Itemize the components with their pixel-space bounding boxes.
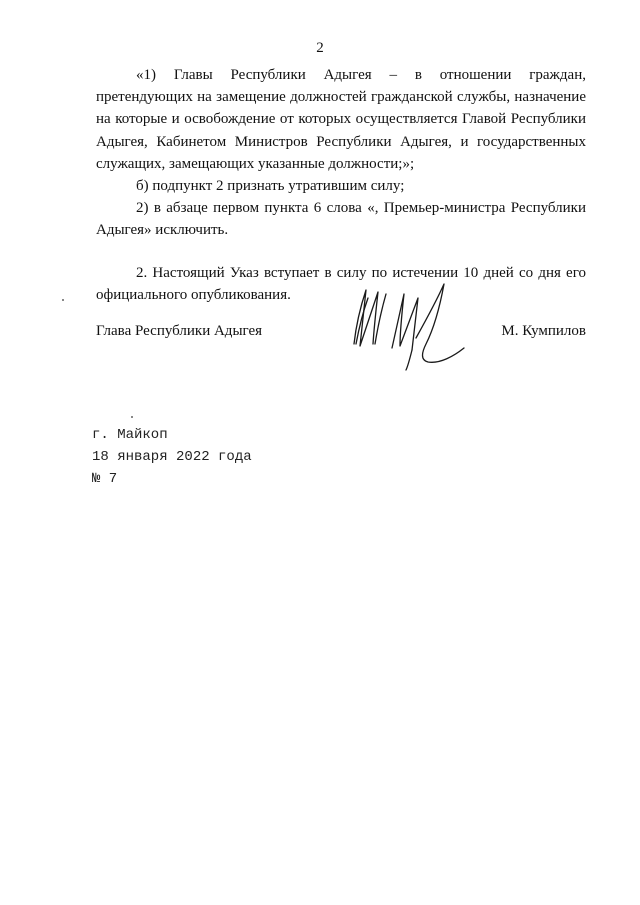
paragraph-effective-date: 2. Настоящий Указ вступает в силу по истечении 10 дней со дня его официального опубликования. — [96, 264, 586, 303]
stamp-date: 18 января 2022 года — [92, 449, 252, 465]
signatory-title: Глава Республики Адыгея — [96, 323, 263, 339]
paragraph-clause-2: 2) в абзаце первом пункта 6 слова «, Премьер-министра Республики Адыгея» исключить. — [96, 200, 586, 239]
document-stamp — [92, 424, 252, 490]
paragraph-clause-1: «1) Главы Республики Адыгея – в отношении граждан, претендующих на замещение должностей гражданской службы, назначение на которые и освобождение от которых осуществляется Главой Республики Адыгея, Кабинетом Министров Республики Адыгея, и государственных служащих, замещающих указанные должности;»; — [96, 67, 586, 172]
page-number: 2 — [316, 40, 324, 56]
scan-speck — [131, 416, 133, 418]
scan-speck — [62, 299, 64, 301]
handwritten-signature — [340, 278, 470, 374]
document-body — [96, 64, 586, 306]
signatory-name: М. Кумпилов — [501, 323, 586, 339]
stamp-city: г. Майкоп — [92, 427, 168, 443]
paragraph-clause-b: б) подпункт 2 признать утратившим силу; — [136, 178, 405, 195]
stamp-number: № 7 — [92, 471, 118, 487]
